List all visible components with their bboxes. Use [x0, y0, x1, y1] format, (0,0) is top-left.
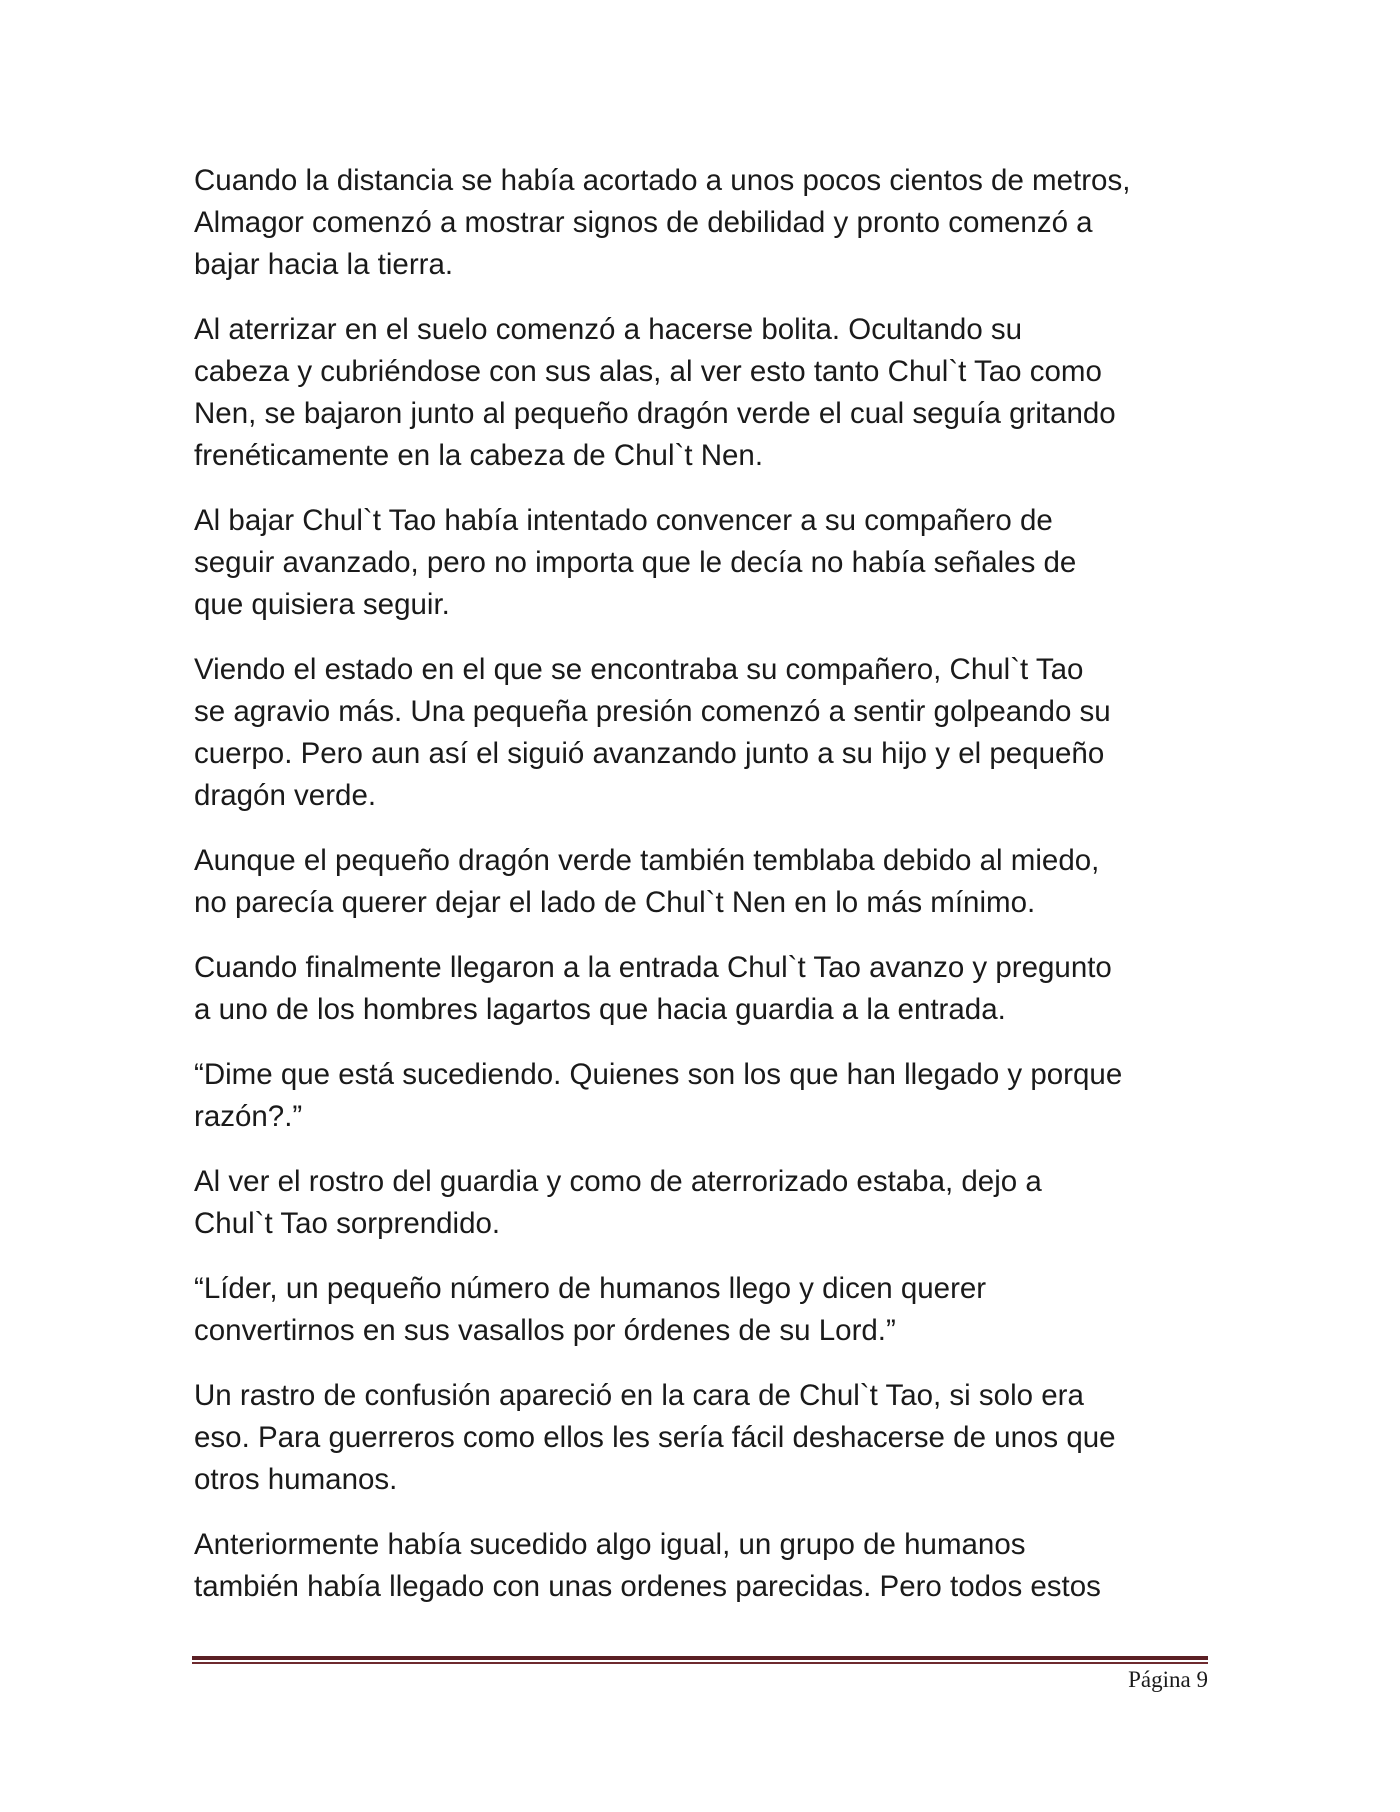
paragraph: “Dime que está sucediendo. Quienes son los que han llegado y porque razón?.”	[194, 1058, 1123, 1133]
paragraph: Cuando la distancia se había acortado a unos pocos cientos de metros, Almagor comenzó a mostrar signos de debilidad y pronto comenzó a bajar hacia la tierra.	[194, 164, 1131, 281]
body-text	[194, 160, 1224, 1631]
paragraph: “Líder, un pequeño número de humanos llego y dicen querer convertirnos en sus vasallos por órdenes de su Lord.”	[194, 1272, 987, 1347]
paragraph: Viendo el estado en el que se encontraba su compañero, Chul`t Tao se agravio más. Una pequeña presión comenzó a sentir golpeando su cuerpo. Pero aun así el siguió avanzando junto a su hijo y el pequeño dragón verde.	[194, 653, 1111, 812]
paragraph: Al aterrizar en el suelo comenzó a hacerse bolita. Ocultando su cabeza y cubriéndose con sus alas, al ver esto tanto Chul`t Tao como Nen, se bajaron junto al pequeño dragón verde el cual seguía gritando frenéticamente en la cabeza de Chul`t Nen.	[194, 313, 1116, 472]
paragraph: Anteriormente había sucedido algo igual, un grupo de humanos también había llegado con unas ordenes parecidas. Pero todos estos	[194, 1528, 1101, 1603]
footer-divider-thick	[192, 1656, 1208, 1660]
page-number: Página 9	[1128, 1667, 1208, 1692]
footer-divider-thin	[192, 1662, 1208, 1664]
paragraph: Un rastro de confusión apareció en la cara de Chul`t Tao, si solo era eso. Para guerreros como ellos les sería fácil deshacerse de unos que otros humanos.	[194, 1379, 1116, 1496]
footer-divider	[192, 1656, 1208, 1665]
paragraph: Al ver el rostro del guardia y como de aterrorizado estaba, dejo a Chul`t Tao sorprendido.	[194, 1165, 1042, 1240]
paragraph: Cuando finalmente llegaron a la entrada Chul`t Tao avanzo y pregunto a uno de los hombres lagartos que hacia guardia a la entrada.	[194, 951, 1112, 1026]
paragraph: Aunque el pequeño dragón verde también temblaba debido al miedo, no parecía querer dejar el lado de Chul`t Nen en lo más mínimo.	[194, 844, 1100, 919]
paragraph: Al bajar Chul`t Tao había intentado convencer a su compañero de seguir avanzado, pero no importa que le decía no había señales de que quisiera seguir.	[194, 504, 1077, 621]
